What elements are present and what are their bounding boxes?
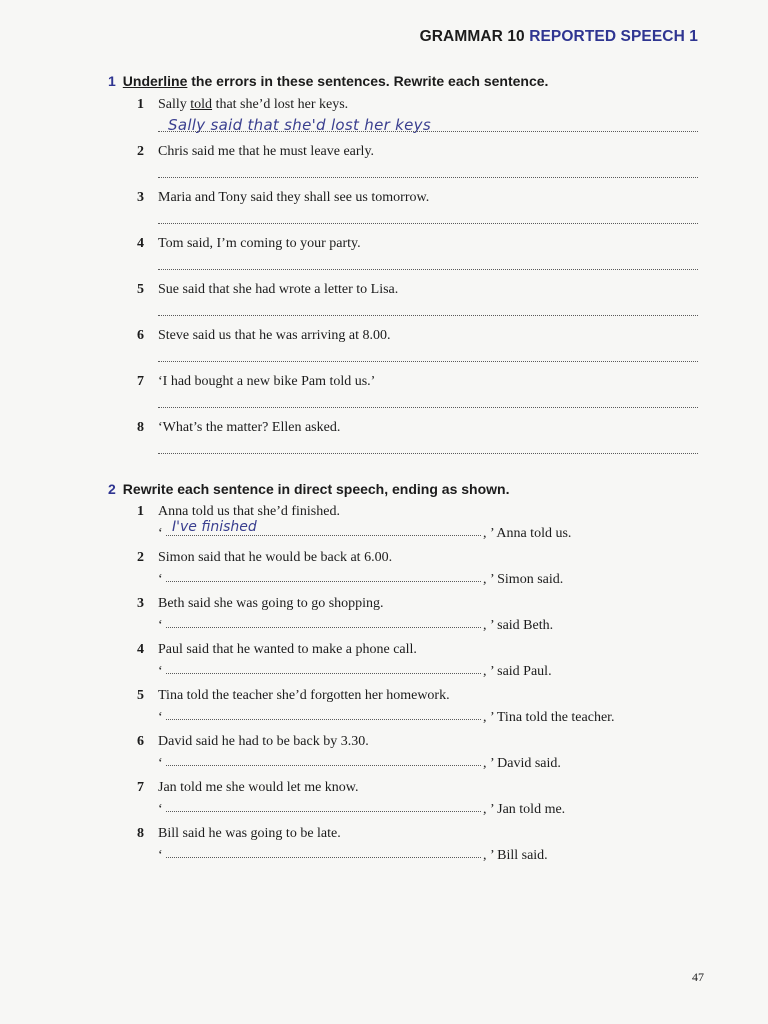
answer-line[interactable]	[166, 857, 481, 858]
item-number: 1	[137, 97, 144, 112]
exercise-1-item-1	[137, 97, 348, 113]
item-text: Sue said that she had wrote a letter to Lisa.	[158, 282, 399, 297]
sentence-ending: , ’ said Beth.	[483, 618, 554, 633]
exercise-2-item-3	[137, 596, 384, 612]
answer-line[interactable]	[158, 361, 698, 362]
open-quote: ‘	[158, 802, 163, 817]
instruction-underlined: Underline	[122, 73, 188, 89]
item-number: 7	[137, 780, 144, 795]
sentence-ending: , ’ Bill said.	[483, 848, 548, 863]
answer-line[interactable]	[158, 131, 698, 132]
page-header	[420, 28, 698, 46]
sentence-ending: , ’ Simon said.	[483, 572, 564, 587]
open-quote: ‘	[158, 526, 163, 541]
open-quote: ‘	[158, 618, 163, 633]
item-number: 8	[137, 826, 144, 841]
answer-row	[158, 802, 565, 818]
item-number: 2	[137, 550, 144, 565]
item-text: Bill said he was going to be late.	[158, 826, 341, 841]
item-text: Beth said she was going to go shopping.	[158, 596, 384, 611]
exercise-2-item-1	[137, 504, 340, 520]
item-number: 6	[137, 328, 144, 343]
answer-line[interactable]	[166, 673, 481, 674]
answer-row	[158, 664, 552, 680]
item-number: 8	[137, 420, 144, 435]
item-number: 2	[137, 144, 144, 159]
item-number: 3	[137, 190, 144, 205]
answer-line[interactable]	[158, 223, 698, 224]
exercise-2-item-6	[137, 734, 369, 750]
item-text: Tom said, I’m coming to your party.	[158, 236, 361, 251]
exercise-1-heading	[108, 73, 548, 89]
answer-line[interactable]	[158, 177, 698, 178]
exercise-1-item-6	[137, 328, 391, 344]
exercise-2-item-5	[137, 688, 450, 704]
sentence-ending: , ’ David said.	[483, 756, 561, 771]
answer-line[interactable]	[166, 811, 481, 812]
item-text: Maria and Tony said they shall see us tomorrow.	[158, 190, 430, 205]
item-text: ‘I had bought a new bike Pam told us.’	[158, 374, 376, 389]
exercise-number: 1	[108, 73, 116, 89]
item-text: Jan told me she would let me know.	[158, 780, 359, 795]
item-number: 4	[137, 236, 144, 251]
open-quote: ‘	[158, 572, 163, 587]
topic-title: REPORTED SPEECH 1	[529, 28, 698, 45]
answer-row	[158, 848, 548, 864]
answer-row	[158, 572, 563, 588]
exercise-1-item-7	[137, 374, 375, 390]
answer-row	[158, 710, 615, 726]
sentence-ending: , ’ Tina told the teacher.	[483, 710, 615, 725]
exercise-2-heading	[108, 481, 509, 497]
exercise-2-item-8	[137, 826, 341, 842]
item-number: 4	[137, 642, 144, 657]
exercise-2-item-4	[137, 642, 417, 658]
item-text: that she’d lost her keys.	[212, 97, 349, 112]
handwritten-answer-2-1: I've finished	[172, 519, 257, 535]
grammar-unit-label: GRAMMAR 10	[419, 28, 525, 45]
item-text: Tina told the teacher she’d forgotten her homework.	[158, 688, 450, 703]
exercise-2-item-7	[137, 780, 359, 796]
answer-line[interactable]	[166, 719, 481, 720]
instruction-text: the errors in these sentences. Rewrite each sentence.	[187, 73, 549, 89]
item-text: Anna told us that she’d finished.	[158, 504, 340, 519]
answer-line[interactable]	[166, 535, 481, 536]
exercise-1-item-2	[137, 144, 374, 160]
item-number: 7	[137, 374, 144, 389]
item-text: Steve said us that he was arriving at 8.00.	[158, 328, 391, 343]
handwritten-answer-1: Sally said that she'd lost her keys	[168, 116, 431, 134]
page-number: 47	[692, 970, 704, 984]
exercise-1-item-8	[137, 420, 340, 436]
answer-line[interactable]	[158, 453, 698, 454]
answer-line[interactable]	[158, 407, 698, 408]
sentence-ending: , ’ Jan told me.	[483, 802, 566, 817]
item-text: Paul said that he wanted to make a phone call.	[158, 642, 417, 657]
answer-row	[158, 618, 553, 634]
answer-line[interactable]	[166, 627, 481, 628]
open-quote: ‘	[158, 664, 163, 679]
answer-row	[158, 756, 561, 772]
exercise-1-item-3	[137, 190, 429, 206]
item-text: Chris said me that he must leave early.	[158, 144, 375, 159]
sentence-ending: , ’ Anna told us.	[483, 526, 572, 541]
open-quote: ‘	[158, 710, 163, 725]
item-number: 5	[137, 688, 144, 703]
item-text: David said he had to be back by 3.30.	[158, 734, 369, 749]
exercise-2-item-2	[137, 550, 392, 566]
item-number: 5	[137, 282, 144, 297]
exercise-1-item-5	[137, 282, 398, 298]
underlined-error: told	[190, 97, 213, 112]
item-number: 1	[137, 504, 144, 519]
answer-line[interactable]	[166, 765, 481, 766]
instruction-text: Rewrite each sentence in direct speech, ending as shown.	[122, 481, 510, 497]
item-text: ‘What’s the matter? Ellen asked.	[158, 420, 341, 435]
open-quote: ‘	[158, 756, 163, 771]
answer-line[interactable]	[158, 315, 698, 316]
answer-line[interactable]	[158, 269, 698, 270]
exercise-1-item-4	[137, 236, 361, 252]
item-number: 6	[137, 734, 144, 749]
item-number: 3	[137, 596, 144, 611]
exercise-number: 2	[108, 481, 116, 497]
answer-row	[158, 519, 572, 542]
sentence-ending: , ’ said Paul.	[483, 664, 552, 679]
item-text: Sally	[158, 97, 191, 112]
open-quote: ‘	[158, 848, 163, 863]
answer-line[interactable]	[166, 581, 481, 582]
item-text: Simon said that he would be back at 6.00.	[158, 550, 393, 565]
